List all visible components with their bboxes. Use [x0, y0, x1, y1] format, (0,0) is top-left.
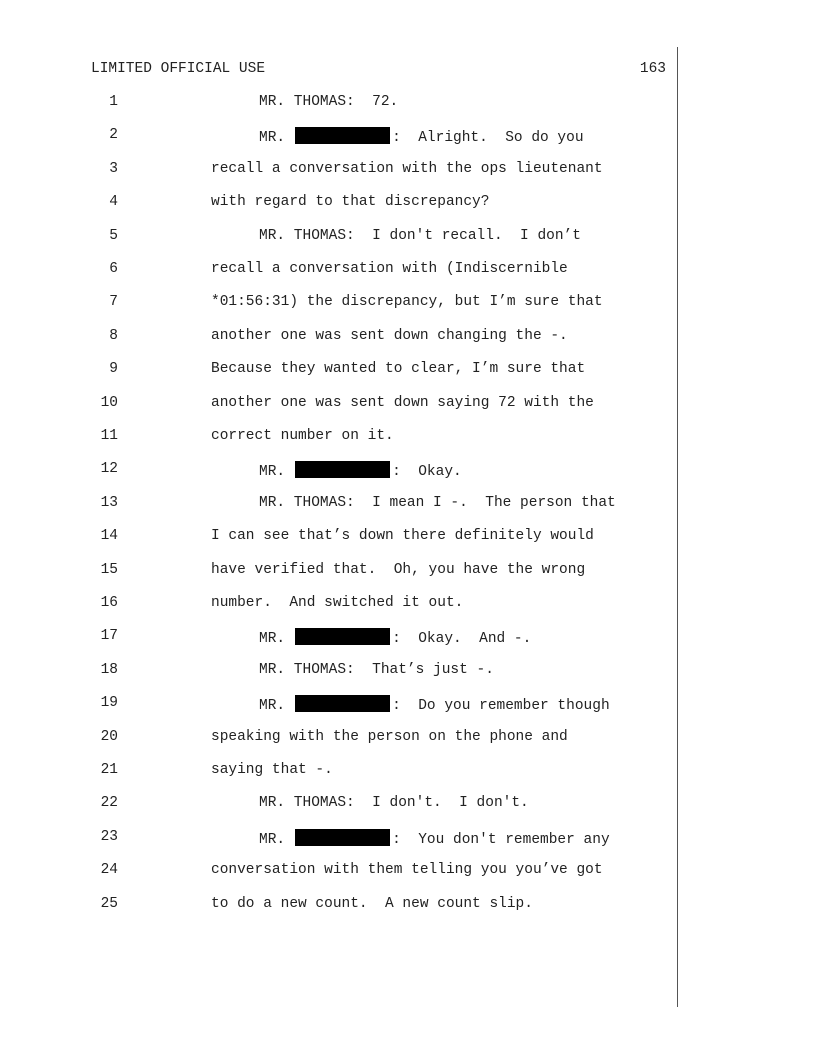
line-number: 17	[100, 628, 118, 645]
redaction-box	[295, 695, 390, 712]
classification-header: LIMITED OFFICIAL USE	[91, 61, 266, 77]
spoken-text: : Okay. And -.	[392, 631, 532, 648]
line-text	[259, 695, 610, 714]
line-text: to do a new count. A new count slip.	[211, 895, 533, 912]
line-text	[259, 662, 494, 678]
line-number: 18	[100, 661, 118, 678]
line-text: Because they wanted to clear, I’m sure that	[211, 361, 586, 378]
transcript-line	[0, 495, 816, 515]
redaction-box	[295, 461, 390, 478]
redaction-box	[295, 127, 390, 144]
line-text: another one was sent down changing the -.	[211, 327, 568, 344]
redaction-box	[295, 829, 390, 846]
line-text	[259, 628, 531, 647]
spoken-text: That’s just -.	[354, 661, 494, 678]
transcript-line	[0, 461, 816, 481]
speaker-name: MR. THOMAS:	[259, 227, 355, 244]
line-number: 6	[109, 261, 118, 277]
transcript-line	[0, 562, 816, 582]
transcript-line	[0, 795, 816, 815]
speaker-prefix: MR.	[259, 631, 286, 648]
speaker-prefix: MR.	[259, 130, 286, 147]
line-text: recall a conversation with the ops lieutenant	[211, 160, 603, 177]
spoken-text: I don't. I don't.	[354, 795, 529, 812]
line-number: 5	[109, 227, 118, 244]
transcript-line	[0, 361, 816, 381]
line-text: conversation with them telling you you’ve got	[211, 862, 603, 879]
transcript-line	[0, 294, 816, 314]
line-number: 9	[109, 361, 118, 378]
line-text: another one was sent down saying 72 with the	[211, 394, 594, 411]
spoken-text: : Do you remember though	[392, 698, 610, 715]
line-number: 24	[100, 862, 118, 879]
line-number: 11	[100, 428, 118, 444]
transcript-line	[0, 194, 816, 214]
page-number: 163	[639, 61, 666, 77]
transcript-line	[0, 328, 816, 348]
transcript-line	[0, 829, 816, 849]
transcript-line	[0, 94, 816, 114]
spoken-text: : Okay.	[392, 464, 462, 481]
line-number: 16	[100, 595, 118, 611]
line-text: *01:56:31) the discrepancy, but I’m sure that	[211, 294, 603, 311]
line-number: 12	[100, 461, 118, 478]
line-number: 15	[100, 561, 118, 578]
line-text: have verified that. Oh, you have the wrong	[211, 561, 586, 578]
spoken-text: : Alright. So do you	[392, 130, 584, 147]
line-number: 10	[100, 394, 118, 411]
speaker-prefix: MR.	[259, 698, 286, 715]
line-text: number. And switched it out.	[211, 595, 464, 611]
line-number: 7	[109, 294, 118, 311]
speaker-prefix: MR.	[259, 464, 286, 481]
line-text: correct number on it.	[211, 428, 394, 444]
line-text	[259, 127, 584, 146]
line-text: recall a conversation with (Indiscernible	[211, 261, 568, 277]
spoken-text: I don't recall. I don’t	[354, 227, 581, 244]
line-number: 25	[100, 895, 118, 912]
transcript-line	[0, 228, 816, 248]
transcript-line	[0, 662, 816, 682]
speaker-name: MR. THOMAS:	[259, 795, 355, 812]
line-text	[259, 228, 581, 244]
transcript-line	[0, 628, 816, 648]
line-text: speaking with the person on the phone and	[211, 728, 568, 745]
spoken-text: 72.	[354, 94, 399, 110]
line-number: 14	[100, 528, 118, 545]
line-text	[259, 829, 610, 848]
line-number: 4	[109, 194, 118, 211]
line-text: I can see that’s down there definitely would	[211, 528, 594, 545]
line-number: 20	[100, 728, 118, 745]
transcript-line	[0, 762, 816, 782]
line-number: 19	[100, 695, 118, 712]
line-number: 21	[100, 762, 118, 778]
line-number: 13	[100, 494, 118, 511]
transcript-line	[0, 595, 816, 615]
transcript-line	[0, 695, 816, 715]
transcript-line	[0, 161, 816, 181]
transcript-line	[0, 528, 816, 548]
speaker-name: MR. THOMAS:	[259, 661, 355, 678]
line-text	[259, 495, 616, 511]
line-text	[259, 94, 398, 110]
line-number: 1	[109, 94, 118, 110]
transcript-line	[0, 395, 816, 415]
transcript-line	[0, 896, 816, 916]
line-number: 2	[109, 127, 118, 144]
transcript-line	[0, 428, 816, 448]
speaker-name: MR. THOMAS:	[259, 94, 355, 110]
line-number: 3	[109, 160, 118, 177]
line-text: saying that -.	[211, 762, 333, 778]
spoken-text: I mean I -. The person that	[354, 494, 616, 511]
transcript-line	[0, 862, 816, 882]
line-number: 8	[109, 327, 118, 344]
redaction-box	[295, 628, 390, 645]
transcript-line	[0, 127, 816, 147]
line-number: 22	[100, 795, 118, 812]
line-number: 23	[100, 828, 118, 845]
spoken-text: : You don't remember any	[392, 831, 610, 848]
transcript-line	[0, 729, 816, 749]
line-text	[259, 461, 462, 480]
speaker-name: MR. THOMAS:	[259, 494, 355, 511]
line-text	[259, 795, 529, 811]
speaker-prefix: MR.	[259, 831, 286, 848]
transcript-line	[0, 261, 816, 281]
line-text: with regard to that discrepancy?	[211, 194, 490, 211]
